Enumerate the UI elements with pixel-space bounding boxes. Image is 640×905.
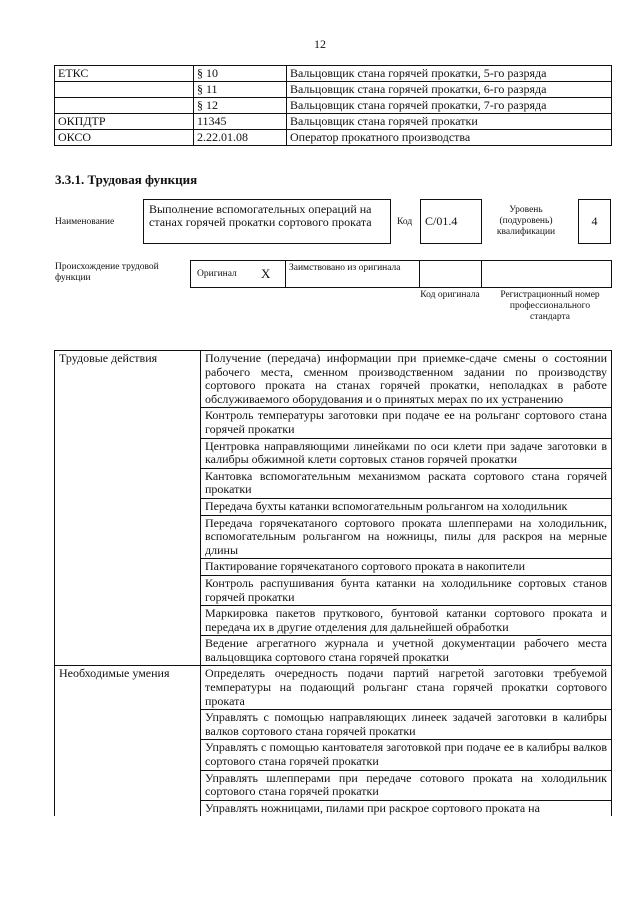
- origin-box: [190, 260, 612, 288]
- title-cell: Вальцовщик стана горячей прокатки, 6-го разряда: [287, 82, 612, 98]
- title-cell: Вальцовщик стана горячей прокатки: [287, 114, 612, 130]
- qualification-level-value: 4: [578, 199, 611, 244]
- code-label: Код: [397, 217, 413, 227]
- original-mark: X: [261, 266, 271, 281]
- code-cell: ЕТКС: [55, 66, 194, 82]
- labor-action-item: Кантовка вспомогательным механизмом раската сортового стана горячей прокатки: [201, 468, 612, 498]
- title-cell: Вальцовщик стана горячей прокатки, 7-го разряда: [287, 98, 612, 114]
- code-cell: [55, 82, 194, 98]
- skill-item: Управлять с помощью кантователя заготовкой при подаче ее в калибры валков сортового стана горячей прокатки: [201, 740, 612, 770]
- title-cell: Оператор прокатного производства: [287, 130, 612, 146]
- code-cell: ОКПДТР: [55, 114, 194, 130]
- table-row: [55, 98, 612, 114]
- function-code-value: C/01.4: [420, 199, 482, 244]
- skill-item: Управлять шлепперами при передаче сотового проката на холодильник сортового стана горячей прокатки: [201, 770, 612, 800]
- number-cell: § 12: [194, 98, 287, 114]
- labor-action-item: Передача бухты катанки вспомогательным рольгангом на холодильник: [201, 498, 612, 515]
- function-name-value: Выполнение вспомогательных операций на станах горячей прокатки сортового проката: [143, 199, 391, 244]
- page-number: 12: [314, 37, 326, 51]
- labor-action-item: Пактирование горячекатаного сортового проката в накопители: [201, 559, 612, 576]
- labor-action-item: Ведение агрегатного журнала и учетной документации рабочего места вальцовщика сортового стана горячей прокатки: [201, 636, 612, 666]
- skill-item: Определять очередность подачи партий нагретой заготовки требуемой температуры на подающий рольганг стана горячей прокатки сортового проката: [201, 666, 612, 710]
- table-row: [55, 114, 612, 130]
- borrowed-label: Заимствовано из оригинала: [289, 263, 401, 273]
- labor-actions-header: Трудовые действия: [55, 351, 201, 666]
- original-code-caption: Код оригинала: [420, 290, 480, 300]
- title-cell: Вальцовщик стана горячей прокатки, 5-го разряда: [287, 66, 612, 82]
- section-title: 3.3.1. Трудовая функция: [55, 172, 198, 187]
- origin-label: Происхождение трудовой функции: [55, 262, 159, 283]
- original-cell: [191, 261, 286, 287]
- skill-item: Управлять с помощью направляющих линеек задачей заготовки в калибры валков сортового стана горячей прокатки: [201, 710, 612, 740]
- qualification-level-label: Уровень (подуровень) квалификации: [496, 205, 556, 237]
- name-label: Наименование: [55, 217, 115, 227]
- number-cell: 11345: [194, 114, 287, 130]
- table-row: [55, 351, 612, 408]
- function-details-table: [54, 350, 612, 816]
- classification-codes-table: [54, 65, 612, 146]
- table-row: [55, 82, 612, 98]
- code-cell: [55, 98, 194, 114]
- number-cell: § 11: [194, 82, 287, 98]
- registration-number-cell: [482, 261, 611, 287]
- number-cell: 2.22.01.08: [194, 130, 287, 146]
- skills-header: Необходимые умения: [55, 666, 201, 816]
- registration-number-caption: Регистрационный номер профессионального стандарта: [500, 290, 600, 322]
- original-code-cell: [420, 261, 482, 287]
- labor-action-item: Центровка направляющими линейками по оси клети при задаче заготовки в калибры обжимной клети сортовых станов горячей прокатки: [201, 438, 612, 468]
- borrowed-cell: [286, 261, 420, 287]
- labor-action-item: Получение (передача) информации при приемке-сдаче смены о состоянии рабочего места, сменном производственном задании по производству сортового проката на станах горячей прокатки, неполадках в работе обслуживаемого оборудования и о принятых мерах по их устранению: [201, 351, 612, 408]
- labor-action-item: Контроль температуры заготовки при подаче ее на рольганг сортового стана горячей прокатки: [201, 408, 612, 438]
- labor-action-item: Передача горячекатаного сортового проката шлепперами на холодильник, вспомогательным рольгангом на ножницы, пилы для раскроя на мерные длины: [201, 515, 612, 559]
- labor-action-item: Контроль распушивания бунта катанки на холодильнике сортовых станов горячей прокатки: [201, 575, 612, 605]
- number-cell: § 10: [194, 66, 287, 82]
- skill-item: Управлять ножницами, пилами при раскрое сортового проката на: [201, 800, 612, 816]
- labor-action-item: Маркировка пакетов пруткового, бунтовой катанки сортового проката и передача их в другие отделения для дальнейшей обработки: [201, 606, 612, 636]
- code-cell: ОКСО: [55, 130, 194, 146]
- table-row: [55, 66, 612, 82]
- original-label: Оригинал: [197, 269, 237, 279]
- table-row: [55, 666, 612, 710]
- table-row: [55, 130, 612, 146]
